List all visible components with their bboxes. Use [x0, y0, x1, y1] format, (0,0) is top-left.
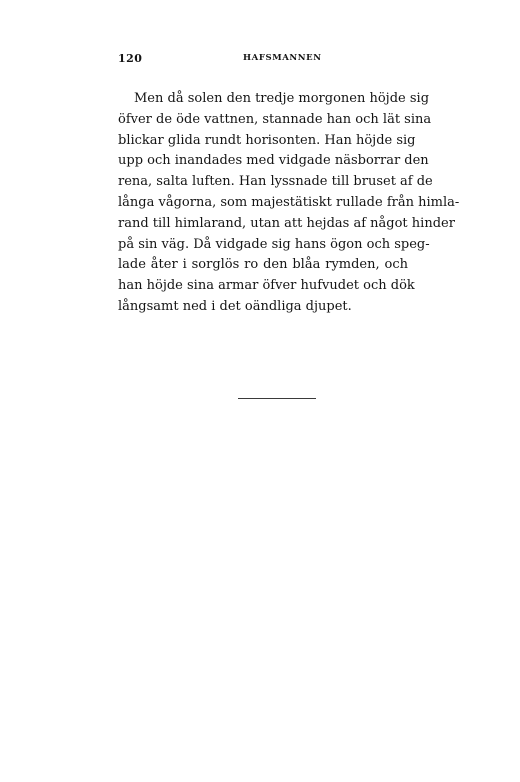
- text-line: rand till himlarand, utan att hejdas af något hinder: [118, 215, 455, 231]
- body-paragraph: [118, 89, 460, 318]
- page-header: [118, 52, 408, 66]
- text-line: långa vågorna, som majestätiskt rullade från himla-: [118, 194, 460, 210]
- text-line: rena, salta luften. Han lyssnade till bruset af de: [118, 174, 433, 190]
- running-head: HAFSMANNEN: [243, 53, 322, 63]
- text-line: blickar glida rundt horisonten. Han höjde sig: [118, 132, 416, 148]
- section-divider: [238, 398, 316, 399]
- page-number: 120: [118, 52, 143, 65]
- text-line: på sin väg. Då vidgade sig hans ögon och speg-: [118, 236, 430, 252]
- text-line: långsamt ned i det oändliga djupet.: [118, 298, 352, 314]
- text-line: han höjde sina armar öfver hufvudet och dök: [118, 278, 415, 294]
- text-line: lade åter i sorglös ro den blåa rymden, och: [118, 257, 408, 273]
- text-line: Men då solen den tredje morgonen höjde sig: [134, 91, 430, 106]
- text-line: öfver de öde vattnen, stannade han och lät sina: [118, 111, 432, 127]
- text-line: upp och inandades med vidgade näsborrar den: [118, 153, 429, 169]
